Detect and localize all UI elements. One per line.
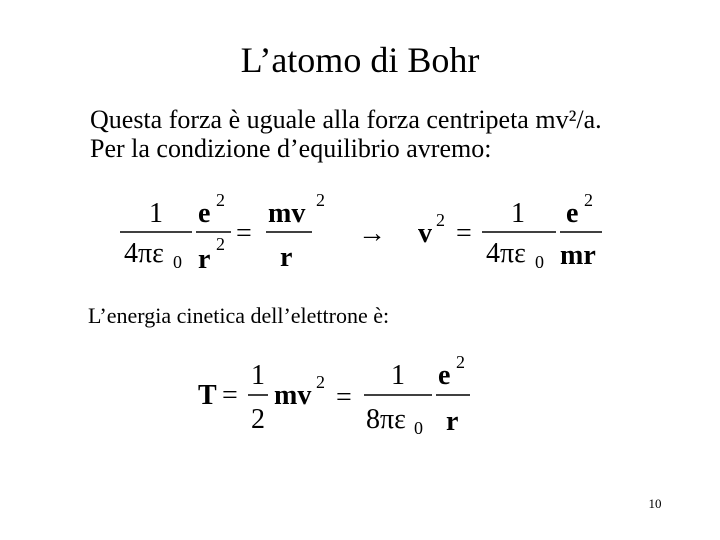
eq1-arrow: → bbox=[358, 218, 386, 249]
equation-force-balance bbox=[120, 190, 602, 275]
slide-title: L’atomo di Bohr bbox=[240, 40, 480, 80]
eq2-sub-zero: 0 bbox=[414, 418, 423, 438]
eq1-mr: mr bbox=[560, 240, 596, 271]
eq1-sub-zero-2: 0 bbox=[535, 252, 544, 272]
eq2-equals-2: = bbox=[336, 382, 352, 413]
eq2-two: 2 bbox=[251, 404, 265, 435]
eq2-r: r bbox=[446, 406, 459, 437]
eq1-e: e bbox=[198, 198, 211, 229]
eq2-one: 1 bbox=[251, 360, 265, 391]
eq1-numerator-one-2: 1 bbox=[511, 198, 525, 229]
eq2-T: T bbox=[198, 380, 217, 411]
energy-text: L’energia cinetica dell’elettrone è: bbox=[88, 303, 390, 328]
eq2-8pi-eps: 8πε bbox=[366, 404, 406, 435]
eq2-e: e bbox=[438, 360, 451, 391]
eq2-e-sq: 2 bbox=[456, 352, 465, 372]
eq2-equals-1: = bbox=[222, 380, 238, 411]
eq1-v-sq: 2 bbox=[436, 210, 445, 230]
eq1-equals-2: = bbox=[456, 218, 472, 249]
eq2-mv: mv bbox=[274, 380, 312, 411]
eq1-4pi-eps-2: 4πε bbox=[486, 238, 526, 269]
eq2-one-2: 1 bbox=[391, 360, 405, 391]
page-number: 10 bbox=[648, 496, 662, 511]
eq1-r-denominator: r bbox=[280, 242, 293, 273]
eq1-r-sq: 2 bbox=[216, 234, 225, 254]
paragraph-line-2: Per la condizione d’equilibrio avremo: bbox=[90, 134, 492, 163]
eq1-e-sq-2: 2 bbox=[584, 190, 593, 210]
eq1-v: v bbox=[418, 218, 432, 249]
eq1-r: r bbox=[198, 244, 211, 275]
eq1-sub-zero: 0 bbox=[173, 252, 182, 272]
equation-kinetic-energy bbox=[198, 352, 470, 438]
eq1-e-2: e bbox=[566, 198, 579, 229]
paragraph-line-1: Questa forza è uguale alla forza centripeta mv²/a. bbox=[90, 105, 602, 134]
eq1-numerator-one: 1 bbox=[149, 198, 163, 229]
eq1-mv: mv bbox=[268, 198, 306, 229]
eq2-mv-sq: 2 bbox=[316, 372, 325, 392]
eq1-e-sq: 2 bbox=[216, 190, 225, 210]
eq1-4pi-eps: 4πε bbox=[124, 238, 164, 269]
eq1-mv-sq: 2 bbox=[316, 190, 325, 210]
eq1-equals-1: = bbox=[236, 218, 252, 249]
